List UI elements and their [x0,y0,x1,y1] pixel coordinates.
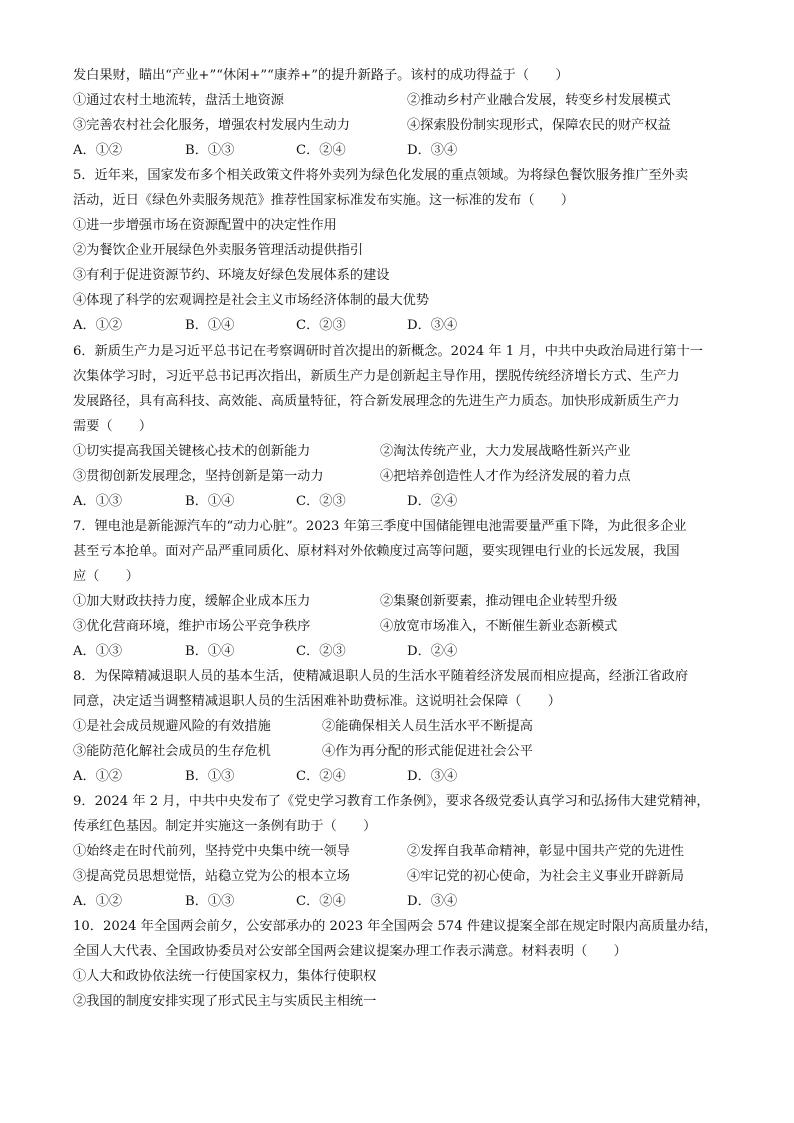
choice-a: A．①② [73,318,123,333]
choice-d: D．③④ [407,318,458,333]
question-stem-line: 6．新质生产力是习近平总书记在考察调研时首次提出的新概念。2024 年 1 月，中共中央政治局进行第十一 [73,344,703,359]
statement-2: ②推动乡村产业融合发展，转变乡村发展模式 [407,93,671,108]
question-stem-line: 同意，决定适当调整精减退职人员的生活困难补助费标准。这说明社会保障（ ） [73,694,561,709]
question-stem-line: 8．为保障精减退职人员的基本生活，使精减退职人员的生活水平随着经济发展而相应提高，经浙江省政府 [73,669,689,684]
question-stem-line: 次集体学习时，习近平总书记再次指出，新质生产力是创新起主导作用，摆脱传统经济增长方式、生产力 [73,369,680,384]
choice-a: A．①③ [73,494,123,509]
statement-1: ①切实提高我国关键核心技术的创新能力 [73,444,311,459]
question-stem-line: 5．近年来，国家发布多个相关政策文件将外卖列为绿色化发展的重点领域。为将绿色餐饮服务推广至外卖 [73,168,689,183]
question-stem-line: 应（ ） [73,569,139,584]
choice-c: C．②④ [296,894,346,909]
choice-a: A．①③ [73,644,123,659]
statement-1: ①加大财政扶持力度，缓解企业成本压力 [73,594,311,609]
statement-2: ②淘汰传统产业，大力发展战略性新兴产业 [380,444,631,459]
statement-1: ①始终走在时代前列，坚持党中央集中统一领导 [73,844,350,859]
statement-4: ④放宽市场准入，不断催生新业态新模式 [380,619,618,634]
question-stem-line: 活动，近日《绿色外卖服务规范》推荐性国家标准发布实施。这一标准的发布（ ） [73,193,575,208]
statement-2: ②为餐饮企业开展绿色外卖服务管理活动提供指引 [73,243,364,258]
question-stem-line: 甚至亏本抢单。面对产品严重同质化、原材料对外依赖度过高等问题，要实现锂电行业的长远发展，我国 [73,544,680,559]
question-stem-line: 全国人大代表、全国政协委员对公安部全国两会建议提案办理工作表示满意。材料表明（ ） [73,944,627,959]
statement-4: ④作为再分配的形式能促进社会公平 [322,744,533,759]
choice-d: D．③④ [407,143,458,158]
statement-4: ④把培养创造性人才作为经济发展的着力点 [380,469,631,484]
choice-b: B．①③ [185,769,235,784]
statement-3: ③完善农村社会化服务，增强农村发展内生动力 [73,118,350,133]
statement-4: ④体现了科学的宏观调控是社会主义市场经济体制的最大优势 [73,293,430,308]
statement-2: ②能确保相关人员生活水平不断提高 [322,719,533,734]
choice-c: C．②③ [296,318,346,333]
statement-1: ①人大和政协依法统一行使国家权力，集体行使职权 [73,969,377,984]
choice-d: D．②④ [407,644,458,659]
choice-c: C．②③ [296,494,346,509]
statement-1: ①通过农村土地流转，盘活土地资源 [73,93,284,108]
choice-b: B．①④ [185,494,235,509]
statement-2: ②我国的制度安排实现了形式民主与实质民主相统一 [73,994,377,1009]
statement-4: ④牢记党的初心使命，为社会主义事业开辟新局 [407,869,684,884]
choice-c: C．②③ [296,644,346,659]
question-stem-line: 发白果财，瞄出“产业+”“休闲+”“康养+”的提升新路子。该村的成功得益于（ ） [73,68,569,83]
question-stem-line: 10．2024 年全国两会前夕，公安部承办的 2023 年全国两会 574 件建议提案全部在规定时限内高质量办结， [73,919,718,934]
statement-4: ④探索股份制实现形式，保障农民的财产权益 [407,118,671,133]
choice-d: D．③④ [407,894,458,909]
statement-3: ③贯彻创新发展理念，坚持创新是第一动力 [73,469,324,484]
choice-b: B．①④ [185,318,235,333]
statement-1: ①进一步增强市场在资源配置中的决定性作用 [73,218,337,233]
question-stem-line: 发展路径，具有高科技、高效能、高质量特征，符合新发展理念的先进生产力质态。加快形成新质生产力 [73,394,680,409]
statement-1: ①是社会成员规避风险的有效措施 [73,719,271,734]
statement-2: ②集聚创新要素，推动锂电企业转型升级 [380,594,618,609]
choice-a: A．①② [73,143,123,158]
choice-b: B．①③ [185,894,235,909]
statement-2: ②发挥自我革命精神，彰显中国共产党的先进性 [407,844,684,859]
choice-b: B．①④ [185,644,235,659]
choice-d: D．③④ [407,769,458,784]
choice-c: C．②④ [296,769,346,784]
choice-b: B．①③ [185,143,235,158]
choice-c: C．②④ [296,143,346,158]
question-stem-line: 传承红色基因。制定并实施这一条例有助于（ ） [73,819,377,834]
statement-3: ③优化营商环境，维护市场公平竞争秩序 [73,619,311,634]
statement-3: ③能防范化解社会成员的生存危机 [73,744,271,759]
choice-a: A．①② [73,769,123,784]
question-stem-line: 9．2024 年 2 月，中共中央发布了《党史学习教育工作条例》，要求各级党委认真学习和弘扬伟大建党精神， [73,794,710,809]
choice-a: A．①② [73,894,123,909]
choice-d: D．②④ [407,494,458,509]
statement-3: ③提高党员思想觉悟，站稳立党为公的根本立场 [73,869,350,884]
statement-3: ③有利于促进资源节约、环境友好绿色发展体系的建设 [73,268,390,283]
question-stem-line: 7．锂电池是新能源汽车的“动力心脏”。2023 年第三季度中国储能锂电池需要量严重下降，为此很多企业 [73,519,687,534]
question-stem-line: 需要（ ） [73,419,153,434]
